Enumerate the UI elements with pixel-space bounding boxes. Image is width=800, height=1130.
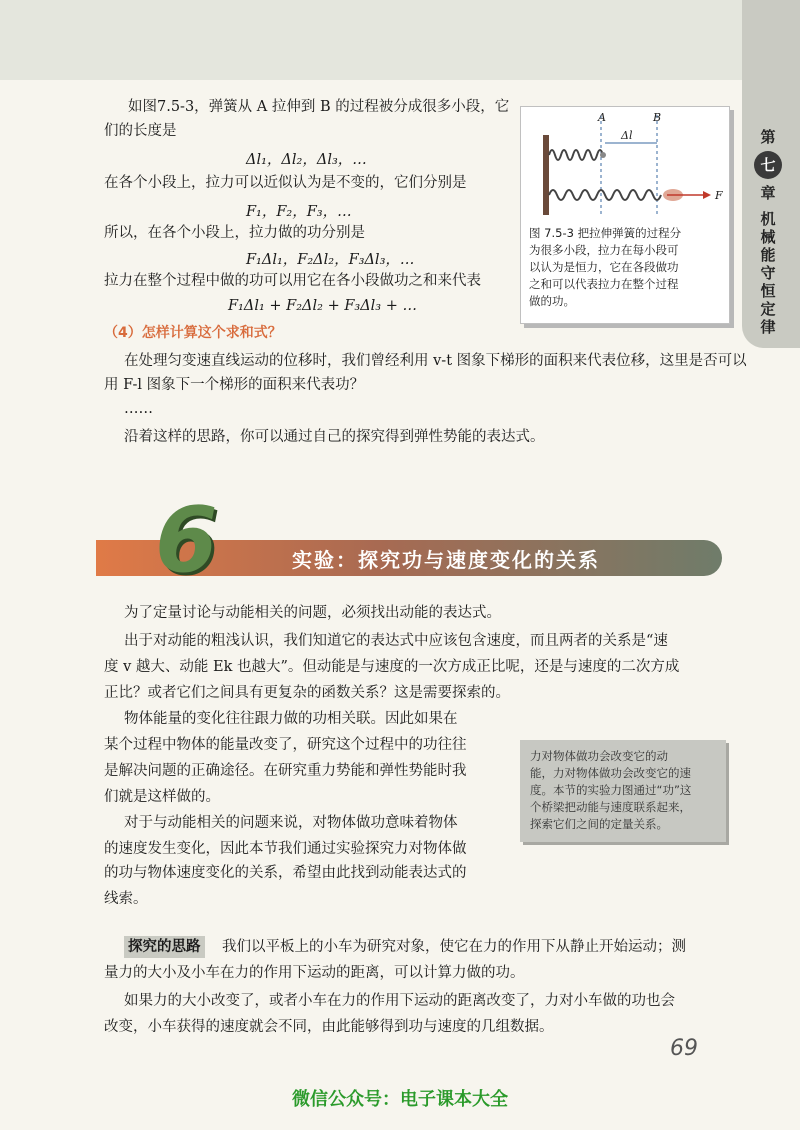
paragraph-line: 物体能量的变化往往跟力做的功相关联。因此如果在 — [124, 711, 458, 727]
equation-line: F₁Δl₁ + F₂Δl₂ + F₃Δl₃ + … — [228, 298, 417, 314]
paragraph-line: 如图7.5-3，弹簧从 A 拉伸到 B 的过程被分成很多小段，它 — [128, 99, 510, 115]
chapter-prefix: 第 — [760, 128, 776, 146]
paragraph-line: 为了定量讨论与动能相关的问题，必须找出动能的表达式。 — [124, 605, 501, 621]
paragraph-line: 是解决问题的正确途径。在研究重力势能和弹性势能时我 — [104, 763, 467, 779]
figure-caption: 图 7.5-3 把拉伸弹簧的过程分 为很多小段，拉力在每小段可 以认为是恒力，它在各段做功 之和可以代表拉力在整个过程 做的功。 — [529, 226, 682, 308]
section-title: 实验：探究功与速度变化的关系 — [292, 548, 600, 572]
paragraph-line: 线索。 — [104, 891, 148, 907]
exploration-label: 探究的思路 — [124, 936, 205, 958]
chapter-suffix: 章 — [760, 184, 776, 202]
paragraph-line: 量力的大小及小车在力的作用下运动的距离，可以计算力做的功。 — [104, 965, 525, 981]
paragraph-line: 的速度发生变化，因此本节我们通过实验探究力对物体做 — [104, 841, 467, 857]
paragraph-line: 出于对动能的粗浅认识，我们知道它的表达式中应该包含速度，而且两者的关系是“速 — [124, 633, 668, 649]
paragraph-line: 们的长度是 — [104, 123, 177, 139]
figure-label-a: A — [598, 111, 606, 124]
paragraph-line: 的功与物体速度变化的关系，希望由此找到动能表达式的 — [104, 865, 467, 881]
paragraph-line: 正比？或者它们之间具有更复杂的函数关系？这是需要探索的。 — [104, 685, 510, 701]
spring-diagram — [521, 107, 729, 219]
paragraph-line: 如果力的大小改变了，或者小车在力的作用下运动的距离改变了，力对小车做的功也会 — [124, 993, 675, 1009]
figure-label-b: B — [653, 111, 662, 124]
subheading: （4）怎样计算这个求和式？ — [104, 325, 282, 341]
paragraph-line: 所以，在各个小段上，拉力做的功分别是 — [104, 225, 365, 241]
page-number: 69 — [670, 1036, 698, 1061]
paragraph-line: 们就是这样做的。 — [104, 789, 220, 805]
chapter-number-badge: 七 — [754, 151, 782, 179]
top-band — [0, 0, 800, 80]
figure-7-5-3 — [520, 106, 730, 324]
section-number: 6 — [155, 488, 218, 593]
margin-note: 力对物体做功会改变它的动 能，力对物体做功会改变它的速 度。本节的实验力图通过“功”这 个桥梁把动能与速度联系起来， 探索它们之间的定量关系。 — [520, 740, 726, 842]
paragraph-line: 度 v 越大、动能 Ek 也越大”。但动能是与速度的一次方成正比呢，还是与速度的二次方成 — [104, 659, 680, 675]
paragraph-line: 用 F-l 图象下一个梯形的面积来代表功？ — [104, 377, 365, 393]
figure-label-dl: Δl — [621, 129, 633, 142]
paragraph-line: 改变，小车获得的速度就会不同，由此能够得到功与速度的几组数据。 — [104, 1019, 554, 1035]
paragraph-line: 沿着这样的思路，你可以通过自己的探究得到弹性势能的表达式。 — [124, 429, 545, 445]
paragraph-line: 我们以平板上的小车为研究对象，使它在力的作用下从静止开始运动；测 — [222, 939, 686, 955]
chapter-title: 机 械 能 守 恒 定 律 — [760, 210, 776, 336]
footer-watermark: 微信公众号：电子课本大全 — [292, 1089, 508, 1110]
equation-line: F₁，F₂，F₃，… — [246, 204, 352, 220]
paragraph-line: 对于与动能相关的问题来说，对物体做功意味着物体 — [124, 815, 458, 831]
equation-line: F₁Δl₁，F₂Δl₂，F₃Δl₃，… — [246, 252, 415, 268]
ellipsis: …… — [124, 401, 153, 417]
paragraph-line: 某个过程中物体的能量改变了，研究这个过程中的功往往 — [104, 737, 467, 753]
equation-line: Δl₁，Δl₂，Δl₃，… — [246, 152, 367, 168]
figure-label-f: F — [715, 189, 723, 202]
paragraph-line: 在处理匀变速直线运动的位移时，我们曾经利用 v-t 图象下梯形的面积来代表位移，这里是否可以 — [124, 353, 747, 369]
paragraph-line: 拉力在整个过程中做的功可以用它在各小段做功之和来代表 — [104, 273, 481, 289]
paragraph-line: 在各个小段上，拉力可以近似认为是不变的，它们分别是 — [104, 175, 467, 191]
